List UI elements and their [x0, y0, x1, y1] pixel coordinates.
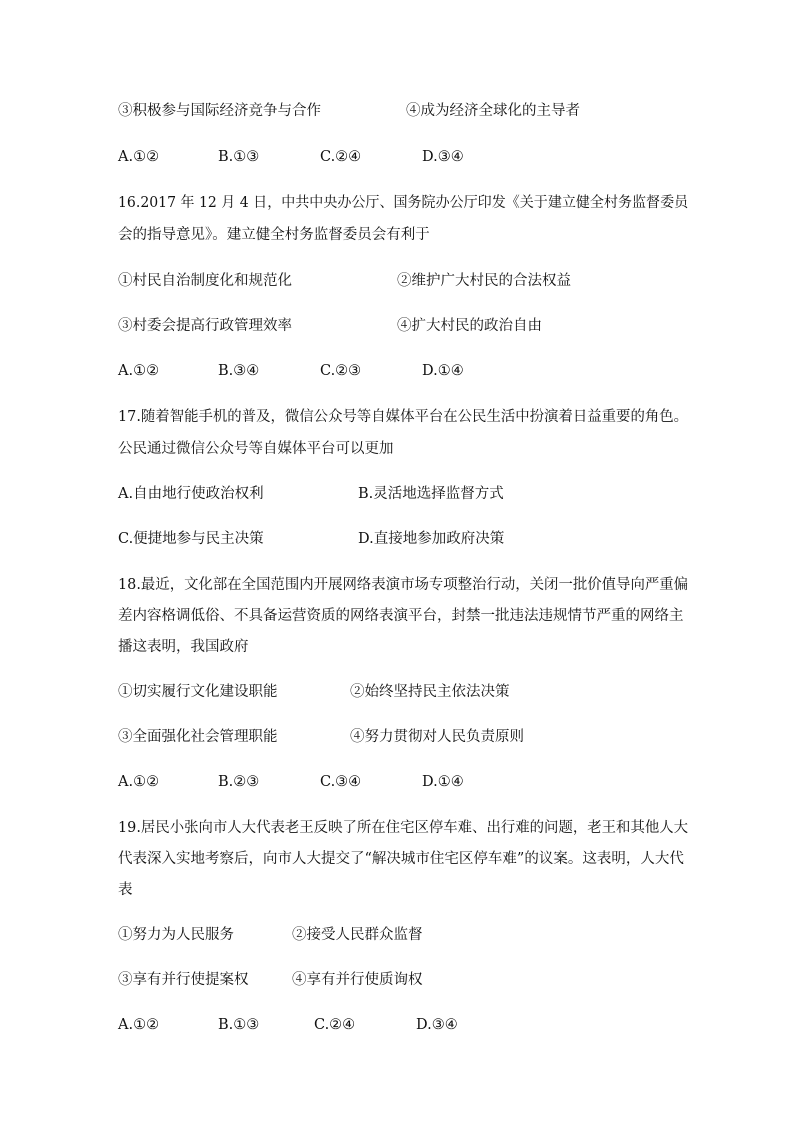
- q18-stem-line-3: 播这表明，我国政府: [118, 639, 249, 655]
- q15-choice-4: ④成为经济全球化的主导者: [406, 103, 580, 119]
- q19-stem-line-3: 表: [118, 882, 133, 898]
- q15-answer-c: C.②④: [320, 149, 362, 165]
- q16-answer-c: C.②③: [320, 363, 362, 379]
- q16-answer-d: D.①④: [422, 363, 464, 379]
- q16-choice-4: ④扩大村民的政治自由: [397, 318, 542, 334]
- q19-choice-3: ③享有并行使提案权: [118, 972, 249, 988]
- q19-stem-line-2: 代表深入实地考察后，向市人大提交了“解决城市住宅区停车难”的议案。这表明，人大代: [118, 851, 684, 867]
- q16-choice-2: ②维护广大村民的合法权益: [397, 273, 571, 289]
- q17-stem-line-2: 公民通过微信公众号等自媒体平台可以更加: [118, 441, 394, 457]
- q16-answer-b: B.③④: [218, 363, 260, 379]
- q17-stem-line-1: 17.随着智能手机的普及，微信公众号等自媒体平台在公民生活中扮演着日益重要的角色。: [118, 409, 689, 425]
- q18-answer-b: B.②③: [218, 774, 260, 790]
- q19-choice-1: ①努力为人民服务: [118, 927, 234, 943]
- q15-choice-3: ③积极参与国际经济竞争与合作: [118, 103, 321, 119]
- q19-stem-line-1: 19.居民小张向市人大代表老王反映了所在住宅区停车难、出行难的问题，老王和其他人大: [118, 820, 689, 836]
- q18-answer-c: C.③④: [320, 774, 362, 790]
- q18-choice-3: ③全面强化社会管理职能: [118, 729, 278, 745]
- q18-choice-2: ②始终坚持民主依法决策: [350, 684, 510, 700]
- q16-choice-3: ③村委会提高行政管理效率: [118, 318, 292, 334]
- q16-choice-1: ①村民自治制度化和规范化: [118, 273, 292, 289]
- q18-answer-a: A.①②: [118, 774, 160, 790]
- q18-answer-d: D.①④: [422, 774, 464, 790]
- q16-answer-a: A.①②: [118, 363, 160, 379]
- q15-answer-d: D.③④: [422, 149, 464, 165]
- q19-choice-2: ②接受人民群众监督: [292, 927, 423, 943]
- q19-answer-b: B.①③: [218, 1017, 260, 1033]
- q18-choice-4: ④努力贯彻对人民负责原则: [350, 729, 524, 745]
- q18-choice-1: ①切实履行文化建设职能: [118, 684, 278, 700]
- q18-stem-line-1: 18.最近，文化部在全国范围内开展网络表演市场专项整治行动，关闭一批价值导向严重偏: [118, 577, 689, 593]
- q17-answer-b: B.灵活地选择监督方式: [358, 486, 504, 502]
- q16-stem-line-2: 会的指导意见》。建立健全村务监督委员会有利于: [118, 227, 430, 243]
- q19-choice-4: ④享有并行使质询权: [292, 972, 423, 988]
- q15-answer-a: A.①②: [118, 149, 160, 165]
- q15-answer-b: B.①③: [218, 149, 260, 165]
- q18-stem-line-2: 差内容格调低俗、不具备运营资质的网络表演平台，封禁一批违法违规情节严重的网络主: [118, 608, 684, 624]
- q17-answer-d: D.直接地参加政府决策: [358, 531, 505, 547]
- q16-stem-line-1: 16.2017 年 12 月 4 日，中共中央办公厅、国务院办公厅印发《关于建立健全村务监督委员: [118, 195, 689, 211]
- q19-answer-a: A.①②: [118, 1017, 160, 1033]
- q19-answer-c: C.②④: [314, 1017, 356, 1033]
- q17-answer-a: A.自由地行使政治权利: [118, 486, 264, 502]
- q17-answer-c: C.便捷地参与民主决策: [118, 531, 264, 547]
- q19-answer-d: D.③④: [416, 1017, 458, 1033]
